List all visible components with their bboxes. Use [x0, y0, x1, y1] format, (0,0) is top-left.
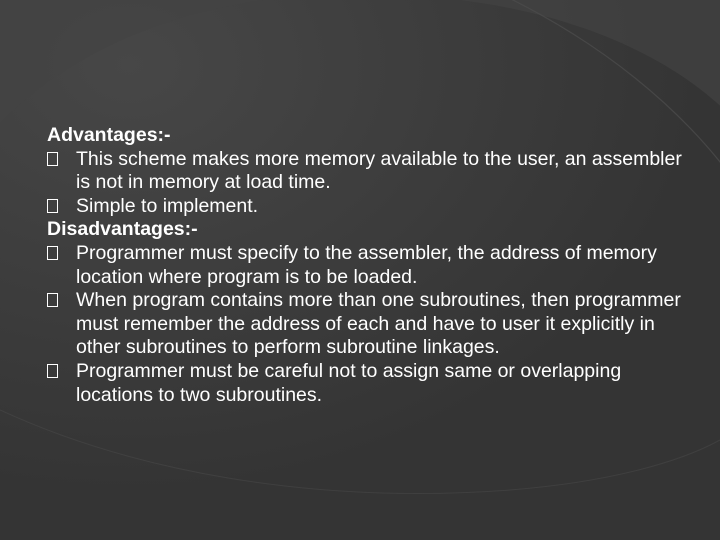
- advantages-heading: Advantages:-: [47, 124, 171, 146]
- disadvantage-item: [47, 360, 687, 407]
- square-bullet-icon: [47, 152, 58, 166]
- disadvantage-item: [47, 289, 687, 360]
- advantage-item: [47, 195, 687, 219]
- advantage-item: [47, 148, 687, 195]
- disadvantages-heading: Disadvantages:-: [47, 218, 198, 241]
- advantage-text: This scheme makes more memory available to the user, an assembler is not in memory at load time.: [76, 147, 682, 194]
- disadvantage-text: Programmer must be careful not to assign same or overlapping locations to two subroutines.: [76, 359, 622, 406]
- disadvantage-item: [47, 242, 687, 289]
- disadvantage-text: When program contains more than one subroutines, then programmer must remember the address of each and have to user it explicitly in other subroutines to perform subroutine linkages.: [76, 289, 681, 359]
- square-bullet-icon: [47, 364, 58, 378]
- square-bullet-icon: [47, 199, 58, 213]
- disadvantage-text: Programmer must specify to the assembler, the address of memory location where program is to be loaded.: [76, 241, 657, 288]
- advantage-text: Simple to implement.: [76, 194, 259, 217]
- slide-content: [47, 124, 687, 407]
- square-bullet-icon: [47, 246, 58, 260]
- square-bullet-icon: [47, 293, 58, 307]
